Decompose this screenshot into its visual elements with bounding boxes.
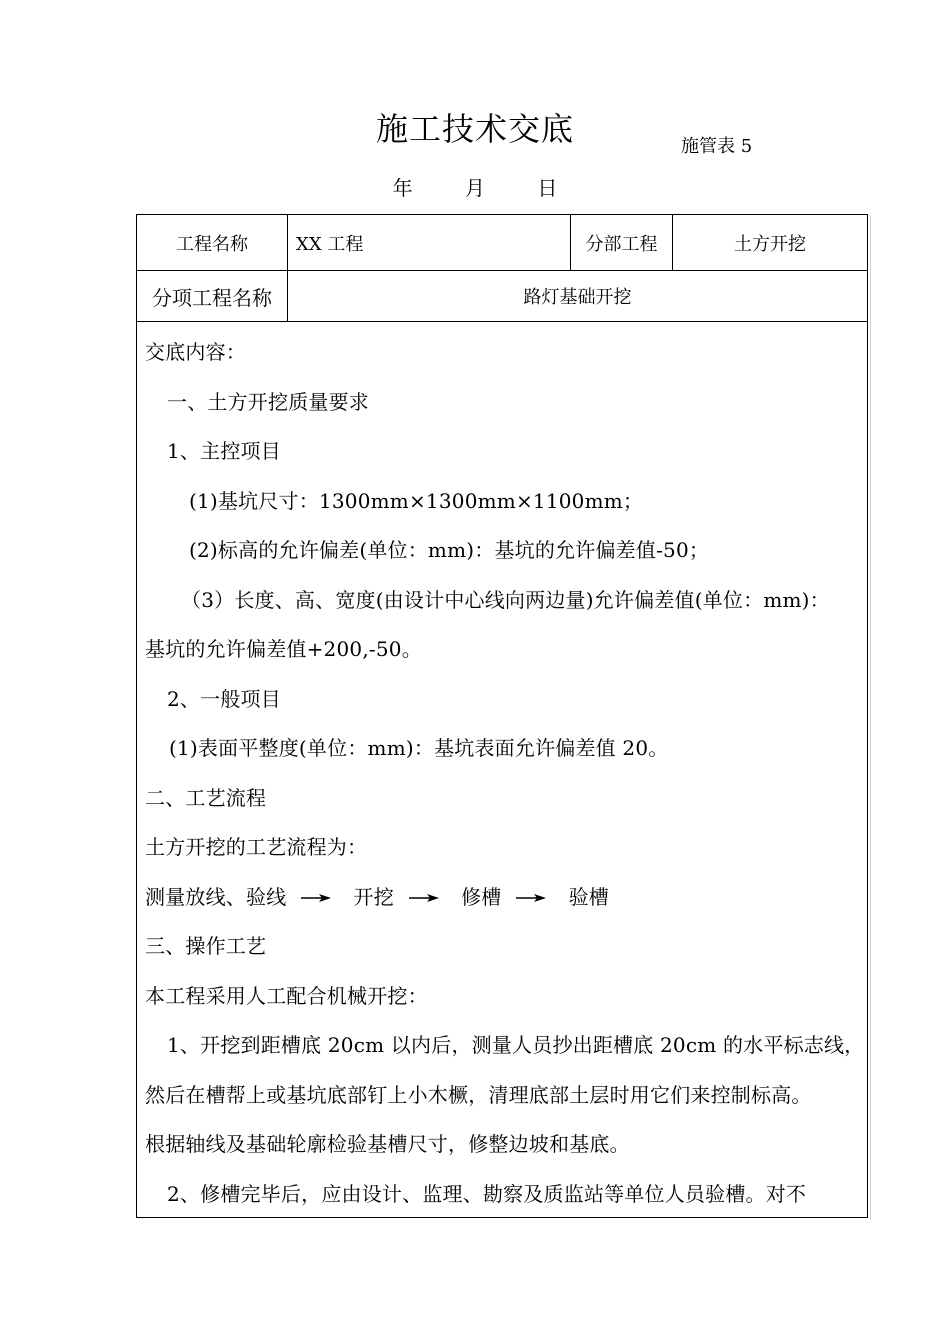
flow-step: 修槽 (461, 885, 502, 910)
header-row-subitem (137, 271, 867, 322)
subsection-heading: 2、一般项目 (167, 686, 281, 711)
content-line: 基坑的允许偏差值+200,-50。 (145, 637, 422, 661)
date-year: 年 (392, 176, 413, 200)
project-name-label: 工程名称 (137, 215, 288, 270)
flow-step: 测量放线、验线 (145, 885, 287, 910)
header-row-project (137, 215, 867, 271)
content-line: 2、修槽完毕后，应由设计、监理、勘察及质监站等单位人员验槽。对不 (167, 1181, 807, 1206)
content-line: 然后在槽帮上或基坑底部钉上小木橛，清理底部土层时用它们来控制标高。 (145, 1082, 812, 1107)
content-line: (2)标高的允许偏差(单位：mm)：基坑的允许偏差值-50； (189, 538, 710, 562)
section-heading: 三、操作工艺 (145, 934, 267, 958)
document-title: 施工技术交底 (375, 110, 574, 148)
subsection-heading: 1、主控项目 (167, 439, 281, 463)
division-value: 土方开挖 (734, 233, 806, 255)
section-heading: 二、工艺流程 (145, 785, 267, 810)
content-line: 1、开挖到距槽底 20cm 以内后，测量人员抄出距槽底 20cm 的水平标志线， (167, 1033, 865, 1057)
content-line: 根据轴线及基础轮廓检验基槽尺寸，修整边坡和基底。 (145, 1132, 630, 1156)
flow-step: 开挖 (353, 885, 394, 910)
content-line: (1)基坑尺寸：1300mm×1300mm×1100mm； (189, 488, 644, 513)
content-line: （3）长度、高、宽度(由设计中心线向两边量)允许偏差值(单位：mm)： (181, 587, 830, 612)
flow-step: 验槽 (568, 885, 609, 910)
date-month: 月 (465, 176, 485, 200)
disclosure-content (137, 322, 867, 1219)
form-number: 施管表 5 (681, 136, 753, 157)
date-day: 日 (537, 176, 558, 200)
content-heading: 交底内容： (145, 340, 246, 364)
content-line: 本工程采用人工配合机械开挖： (145, 983, 428, 1008)
content-line: 土方开挖的工艺流程为： (145, 835, 368, 859)
section-heading: 一、土方开挖质量要求 (167, 389, 369, 414)
arrow-right-icon (301, 892, 331, 904)
content-line: (1)表面平整度(单位：mm)：基坑表面允许偏差值 20。 (169, 736, 669, 760)
subitem-value: 路灯基础开挖 (523, 287, 632, 308)
subitem-label: 分项工程名称 (137, 271, 288, 321)
date-line (0, 172, 950, 201)
arrow-right-icon (409, 892, 439, 904)
disclosure-table (136, 214, 868, 1218)
project-name-value: XX 工程 (288, 215, 571, 270)
arrow-right-icon (516, 892, 546, 904)
process-flow (145, 873, 859, 923)
division-label: 分部工程 (571, 215, 673, 270)
